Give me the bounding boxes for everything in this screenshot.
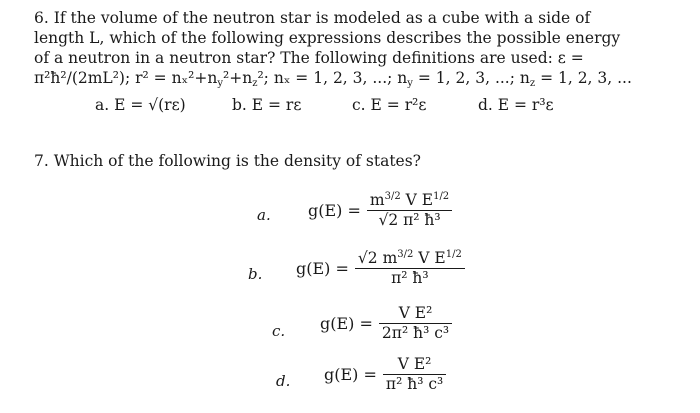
- q7-choice-d-fraction: [383, 356, 446, 393]
- q6-option-b: b. E = rε: [232, 96, 302, 114]
- q6-option-d: d. E = r³ε: [478, 96, 554, 114]
- q7-choice-d-formula: [324, 356, 446, 393]
- q7-choice-d-letter: d.: [276, 372, 291, 390]
- q7-choice-c-numerator: V E²: [398, 304, 433, 322]
- question-6-text: [34, 8, 664, 88]
- q7-choice-b-letter: b.: [248, 265, 263, 283]
- q7-choice-d-denominator: π² ħ³ c³: [385, 375, 444, 394]
- q7-choice-a-denominator: √2 π² ħ³: [378, 211, 441, 230]
- q7-choice-b-numerator: √2 $m^{3/2}$ V $E^{1/2}$: [357, 249, 462, 267]
- q6-line-3: of a neutron in a neutron star? The following definitions are used: ε =: [34, 49, 584, 67]
- q7-choice-c-letter: c.: [272, 322, 286, 340]
- question-7-text: 7. Which of the following is the density of states?: [34, 152, 421, 170]
- q6-option-c: c. E = r²ε: [352, 96, 427, 114]
- q7-choice-c-fraction: [379, 305, 452, 342]
- q7-choice-b-fraction: [355, 250, 465, 287]
- q7-choice-b-formula: [296, 250, 465, 287]
- q7-choice-a-formula: [308, 192, 452, 229]
- q7-choice-d-lhs: g(E) =: [324, 365, 377, 385]
- q7-choice-c-lhs: g(E) =: [320, 314, 373, 334]
- q6-line-1: 6. If the volume of the neutron star is modeled as a cube with a side of: [34, 9, 591, 27]
- q7-choice-a-letter: a.: [257, 206, 271, 224]
- q7-choice-c-formula: [320, 305, 452, 342]
- question-6-options: [0, 96, 700, 118]
- q6-line-2: length L, which of the following expressions describes the possible energy: [34, 29, 621, 47]
- q7-choice-a-numerator: $m^{3/2}$ V $E^{1/2}$: [369, 191, 450, 209]
- q7-choice-a-fraction: [367, 192, 452, 229]
- q7-choice-d-numerator: V E²: [397, 355, 432, 373]
- q6-option-a: a. E = √(rε): [95, 96, 186, 114]
- q7-choice-a-lhs: g(E) =: [308, 201, 361, 221]
- q7-choice-b-denominator: π² ħ³: [391, 269, 429, 288]
- q7-choice-b-lhs: g(E) =: [296, 259, 349, 279]
- q7-choice-c-denominator: 2π² ħ³ c³: [381, 324, 450, 343]
- q6-line-4: π²ħ²/(2mL²); $r^2 = n_x^2+n_y^2+n_z^2$; nₓ = 1, 2, 3, ...; $n_y = 1$, 2, 3, ...; $n_z = 1$, 2, 3, ...: [34, 69, 632, 89]
